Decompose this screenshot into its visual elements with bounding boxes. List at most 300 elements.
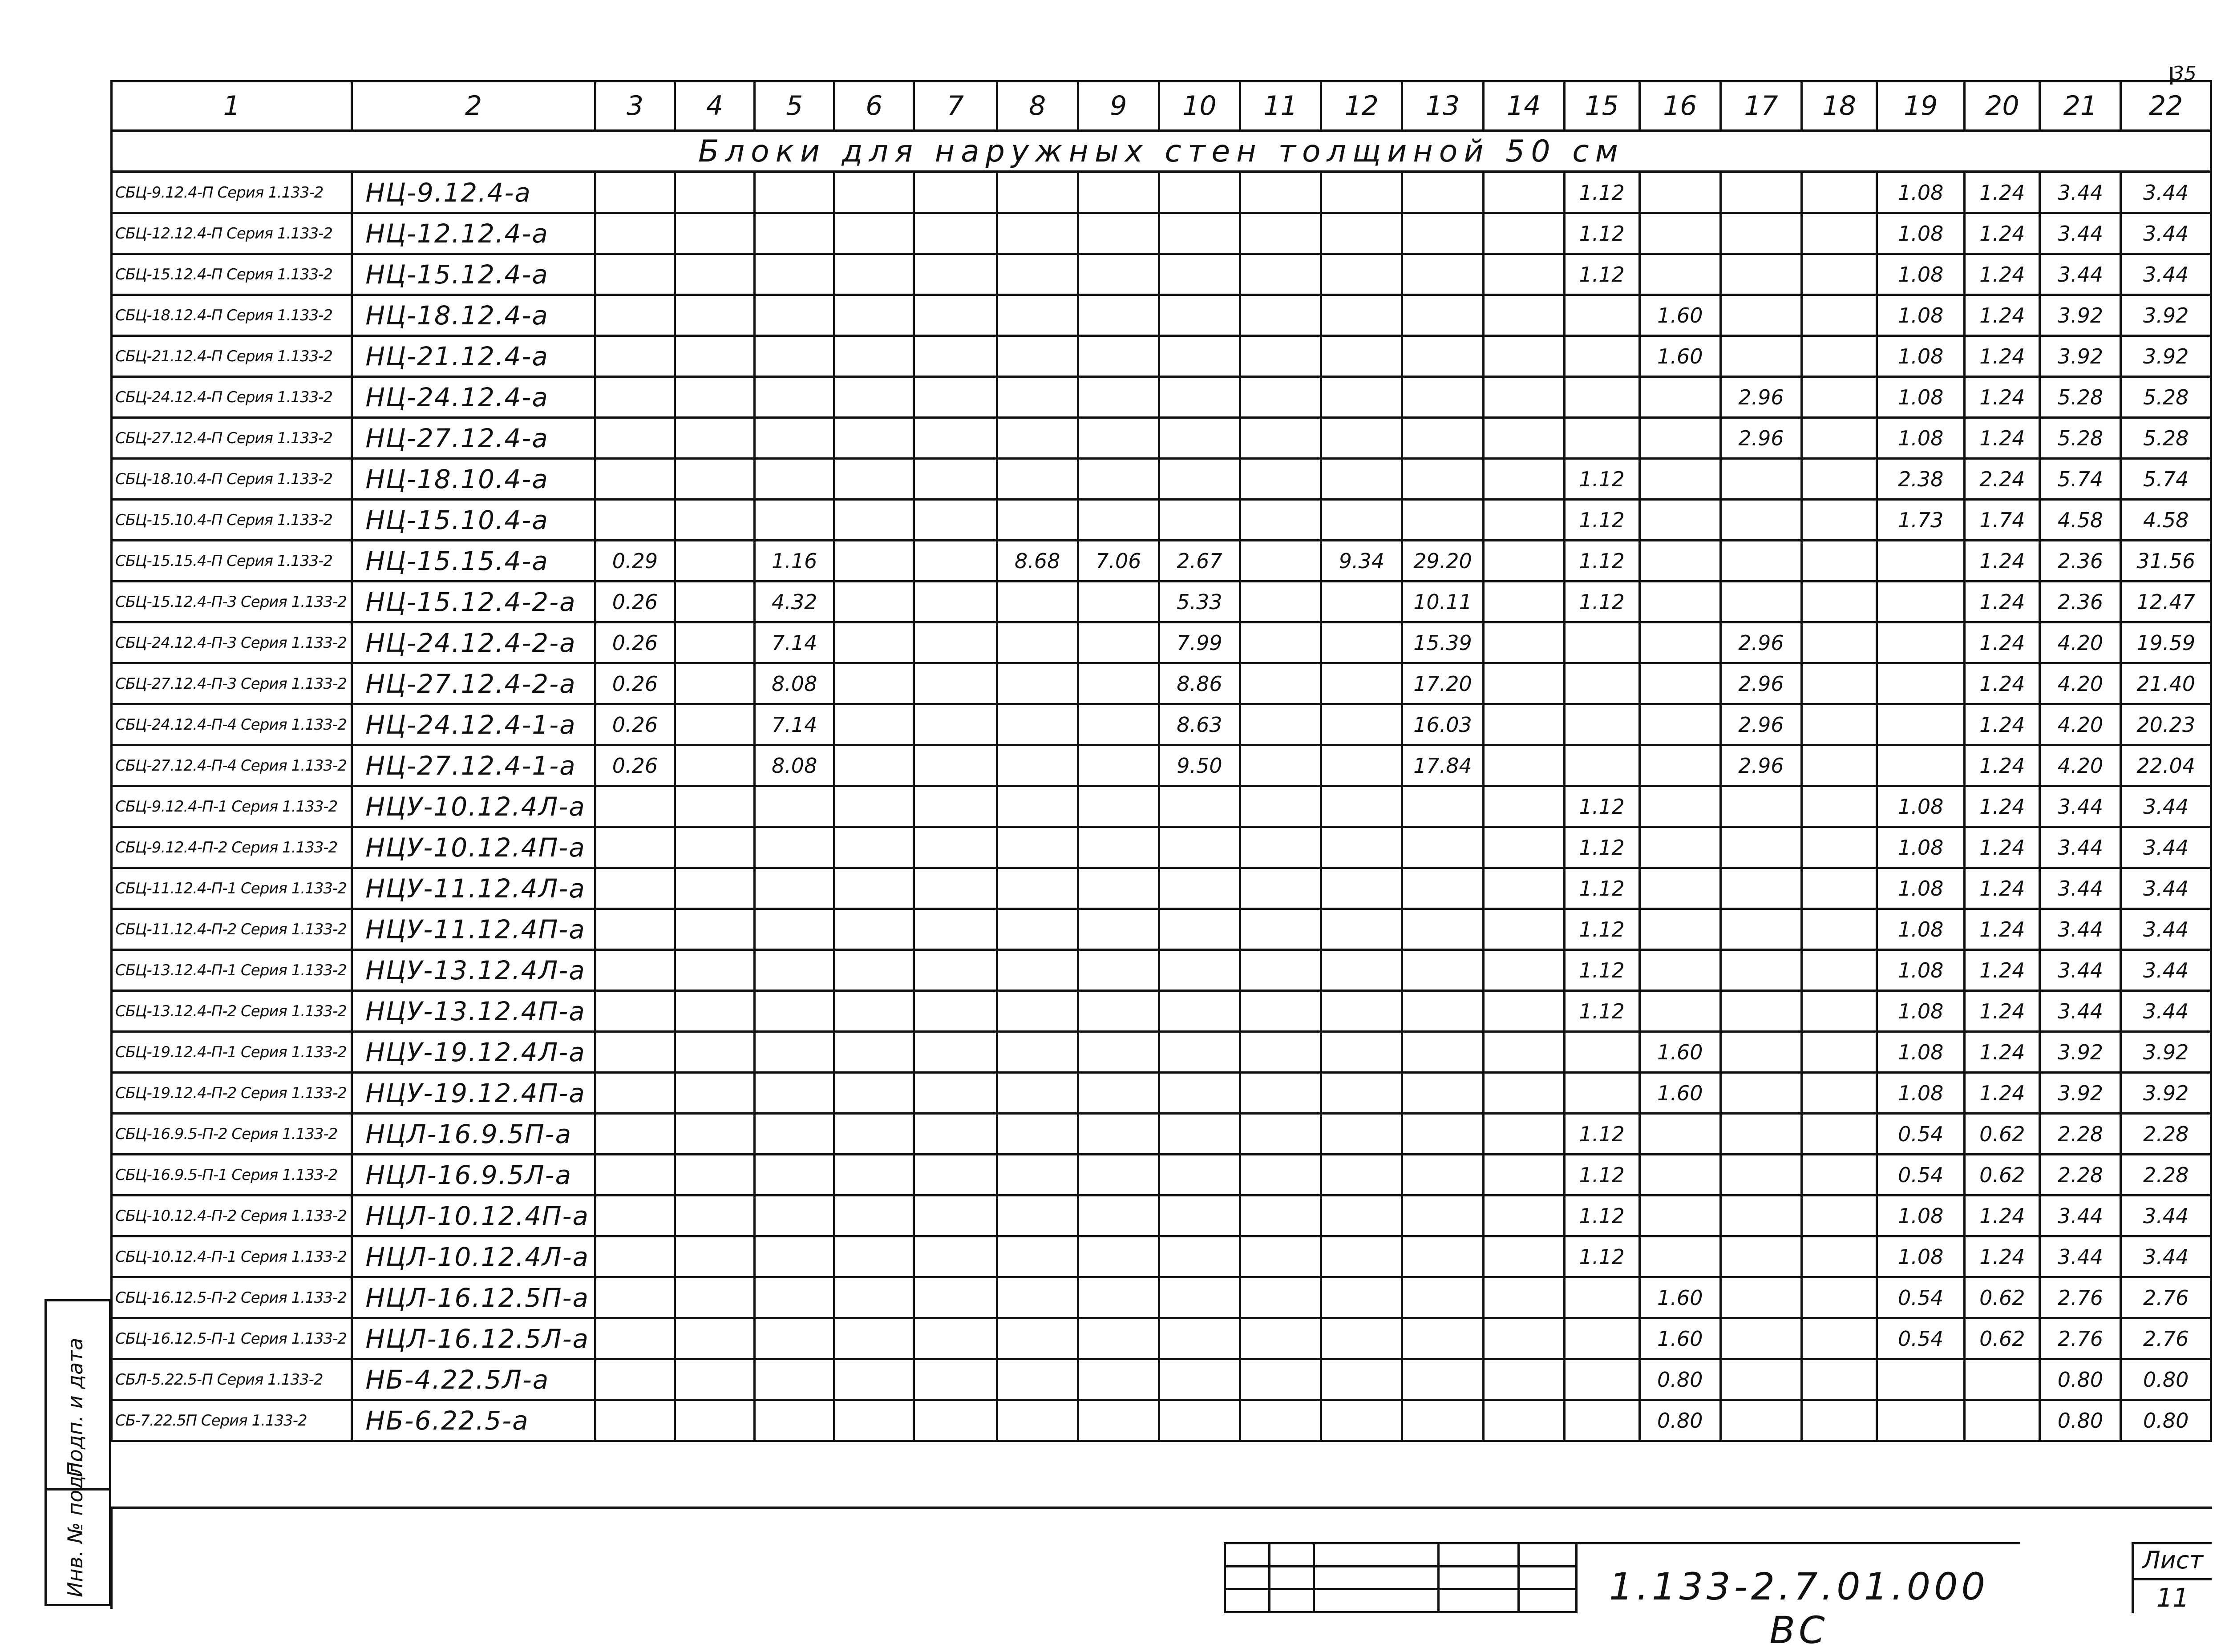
value-cell: 5.28 [2040, 418, 2121, 459]
value-cell [997, 786, 1078, 827]
row-code-cell: НЦ-12.12.4-а [352, 213, 595, 254]
column-header: 12 [1321, 81, 1402, 131]
value-cell: 3.44 [2121, 909, 2211, 950]
row-mark-cell: СБЦ-16.9.5-П-1 Серия 1.133-2 [112, 1155, 352, 1196]
value-cell [1159, 1236, 1240, 1277]
value-cell [675, 622, 755, 663]
value-cell: 3.44 [2040, 868, 2121, 909]
row-code-cell: НЦУ-13.12.4П-а [352, 991, 595, 1032]
value-cell [1802, 582, 1877, 622]
value-cell: 1.24 [1965, 541, 2040, 582]
value-cell [1720, 1032, 1801, 1073]
value-cell: 1.12 [1564, 254, 1639, 295]
value-cell [1802, 213, 1877, 254]
value-cell [1321, 827, 1402, 868]
value-cell [675, 704, 755, 745]
value-cell [1483, 1073, 1564, 1114]
row-code-cell: НЦУ-19.12.4П-а [352, 1073, 595, 1114]
value-cell [1078, 336, 1159, 377]
side-strip [44, 1299, 111, 1606]
column-header: 11 [1240, 81, 1321, 131]
value-cell [755, 1114, 834, 1155]
value-cell [1483, 254, 1564, 295]
value-cell: 1.12 [1564, 786, 1639, 827]
row-mark-cell: СБЦ-11.12.4-П-2 Серия 1.133-2 [112, 909, 352, 950]
value-cell: 1.24 [1965, 991, 2040, 1032]
value-cell [1240, 1318, 1321, 1359]
value-cell [1802, 786, 1877, 827]
value-cell [1564, 622, 1639, 663]
value-cell: 0.26 [595, 704, 675, 745]
row-mark-cell: СБЦ-15.15.4-П Серия 1.133-2 [112, 541, 352, 582]
value-cell [675, 336, 755, 377]
value-cell: 3.44 [2121, 827, 2211, 868]
value-cell: 1.08 [1877, 1196, 1965, 1236]
value-cell [997, 704, 1078, 745]
value-cell [997, 868, 1078, 909]
value-cell [1321, 663, 1402, 704]
value-cell [1483, 786, 1564, 827]
column-header: 3 [595, 81, 675, 131]
value-cell: 3.92 [2040, 1032, 2121, 1073]
value-cell [1078, 254, 1159, 295]
row-code-cell: НЦ-18.12.4-а [352, 295, 595, 336]
value-cell [1639, 745, 1720, 786]
value-cell: 0.26 [595, 622, 675, 663]
value-cell [1639, 459, 1720, 500]
value-cell [1240, 704, 1321, 745]
value-cell [1564, 704, 1639, 745]
value-cell [1483, 1359, 1564, 1400]
value-cell [1240, 172, 1321, 213]
sign-date-label: Подп. и дата [63, 1337, 87, 1477]
column-header: 19 [1877, 81, 1965, 131]
value-cell [997, 1032, 1078, 1073]
value-cell [914, 377, 997, 418]
value-cell [1321, 950, 1402, 991]
row-mark-cell: СБЦ-15.10.4-П Серия 1.133-2 [112, 500, 352, 541]
table-row [112, 459, 2211, 500]
value-cell [1483, 950, 1564, 991]
value-cell: 1.24 [1965, 704, 2040, 745]
table-row [112, 1196, 2211, 1236]
value-cell [997, 1277, 1078, 1318]
row-mark-cell: СБЦ-18.12.4-П Серия 1.133-2 [112, 295, 352, 336]
value-cell [914, 1359, 997, 1400]
value-cell [1802, 1236, 1877, 1277]
value-cell [755, 1196, 834, 1236]
value-cell [1639, 950, 1720, 991]
value-cell [595, 418, 675, 459]
value-cell [675, 950, 755, 991]
value-cell: 0.29 [595, 541, 675, 582]
value-cell [675, 1032, 755, 1073]
value-cell [755, 459, 834, 500]
value-cell: 7.14 [755, 622, 834, 663]
value-cell [1159, 909, 1240, 950]
row-code-cell: НЦУ-11.12.4П-а [352, 909, 595, 950]
value-cell: 0.80 [1639, 1359, 1720, 1400]
row-code-cell: НЦУ-10.12.4Л-а [352, 786, 595, 827]
value-cell [914, 1032, 997, 1073]
value-cell [1564, 663, 1639, 704]
value-cell [1802, 663, 1877, 704]
value-cell [1483, 1032, 1564, 1073]
value-cell: 0.80 [2121, 1359, 2211, 1400]
value-cell [1483, 1114, 1564, 1155]
value-cell [834, 704, 914, 745]
table-row [112, 213, 2211, 254]
value-cell [1321, 582, 1402, 622]
table-row [112, 254, 2211, 295]
value-cell [1720, 541, 1801, 582]
value-cell: 2.76 [2121, 1318, 2211, 1359]
value-cell: 5.33 [1159, 582, 1240, 622]
value-cell [1240, 950, 1321, 991]
value-cell [675, 827, 755, 868]
value-cell: 10.11 [1402, 582, 1483, 622]
value-cell [1078, 1196, 1159, 1236]
value-cell [1483, 377, 1564, 418]
value-cell [1720, 459, 1801, 500]
value-cell [1720, 1236, 1801, 1277]
value-cell: 0.62 [1965, 1155, 2040, 1196]
value-cell [1240, 786, 1321, 827]
value-cell [1720, 1155, 1801, 1196]
row-code-cell: НЦЛ-16.9.5П-а [352, 1114, 595, 1155]
value-cell [1483, 745, 1564, 786]
value-cell: 0.54 [1877, 1277, 1965, 1318]
value-cell: 2.38 [1877, 459, 1965, 500]
row-code-cell: НЦ-27.12.4-1-а [352, 745, 595, 786]
row-mark-cell: СБЦ-24.12.4-П Серия 1.133-2 [112, 377, 352, 418]
value-cell [997, 459, 1078, 500]
column-header: 17 [1720, 81, 1801, 131]
value-cell: 2.28 [2040, 1155, 2121, 1196]
value-cell [1240, 582, 1321, 622]
value-cell [1402, 377, 1483, 418]
value-cell [1159, 786, 1240, 827]
value-cell [1564, 1032, 1639, 1073]
value-cell [1802, 172, 1877, 213]
value-cell [997, 1400, 1078, 1441]
value-cell [1802, 500, 1877, 541]
value-cell [1402, 172, 1483, 213]
value-cell: 0.62 [1965, 1318, 2040, 1359]
value-cell: 1.24 [1965, 786, 2040, 827]
value-cell [1078, 909, 1159, 950]
value-cell: 3.44 [2121, 786, 2211, 827]
table-row [112, 786, 2211, 827]
value-cell: 3.92 [2121, 295, 2211, 336]
value-cell [595, 1318, 675, 1359]
row-code-cell: НЦ-24.12.4-2-а [352, 622, 595, 663]
value-cell: 0.80 [2121, 1400, 2211, 1441]
value-cell: 4.32 [755, 582, 834, 622]
value-cell [1078, 868, 1159, 909]
value-cell: 3.44 [2040, 991, 2121, 1032]
value-cell: 1.08 [1877, 254, 1965, 295]
value-cell [675, 213, 755, 254]
value-cell [1639, 541, 1720, 582]
value-cell [675, 1400, 755, 1441]
value-cell [1321, 909, 1402, 950]
value-cell [1321, 418, 1402, 459]
value-cell [1321, 459, 1402, 500]
value-cell [834, 950, 914, 991]
value-cell [1720, 909, 1801, 950]
value-cell: 1.24 [1965, 213, 2040, 254]
value-cell [1078, 827, 1159, 868]
row-code-cell: НЦЛ-16.12.5Л-а [352, 1318, 595, 1359]
value-cell [834, 1236, 914, 1277]
value-cell [1159, 1359, 1240, 1400]
table-row [112, 172, 2211, 213]
row-mark-cell: СБЦ-9.12.4-П-2 Серия 1.133-2 [112, 827, 352, 868]
value-cell [1321, 786, 1402, 827]
value-cell [595, 336, 675, 377]
value-cell [1483, 663, 1564, 704]
value-cell [1240, 1032, 1321, 1073]
value-cell [997, 827, 1078, 868]
value-cell [997, 418, 1078, 459]
value-cell [1159, 418, 1240, 459]
value-cell [1240, 213, 1321, 254]
value-cell: 0.62 [1965, 1277, 2040, 1318]
value-cell [1720, 786, 1801, 827]
value-cell [1078, 704, 1159, 745]
value-cell: 1.24 [1965, 622, 2040, 663]
value-cell [1321, 254, 1402, 295]
value-cell: 21.40 [2121, 663, 2211, 704]
value-cell [1720, 582, 1801, 622]
value-cell: 1.12 [1564, 950, 1639, 991]
value-cell: 1.12 [1564, 827, 1639, 868]
value-cell [914, 172, 997, 213]
value-cell [1240, 1196, 1321, 1236]
table-row [112, 622, 2211, 663]
value-cell: 8.08 [755, 663, 834, 704]
value-cell: 8.08 [755, 745, 834, 786]
value-cell: 17.20 [1402, 663, 1483, 704]
value-cell: 2.96 [1720, 745, 1801, 786]
value-cell [914, 909, 997, 950]
value-cell: 1.60 [1639, 295, 1720, 336]
value-cell: 1.08 [1877, 418, 1965, 459]
column-header: 5 [755, 81, 834, 131]
value-cell [834, 1196, 914, 1236]
value-cell [834, 786, 914, 827]
value-cell [1639, 868, 1720, 909]
row-mark-cell: СБЦ-19.12.4-П-1 Серия 1.133-2 [112, 1032, 352, 1073]
value-cell [1720, 1073, 1801, 1114]
value-cell [1321, 336, 1402, 377]
value-cell: 1.60 [1639, 336, 1720, 377]
row-mark-cell: СБЦ-16.12.5-П-2 Серия 1.133-2 [112, 1277, 352, 1318]
value-cell [997, 1155, 1078, 1196]
value-cell [1240, 541, 1321, 582]
value-cell [1402, 213, 1483, 254]
value-cell [1639, 1196, 1720, 1236]
value-cell [834, 909, 914, 950]
value-cell [1802, 1032, 1877, 1073]
value-cell [1159, 1032, 1240, 1073]
value-cell [595, 1359, 675, 1400]
value-cell [1240, 991, 1321, 1032]
document-designation-box [1575, 1542, 2020, 1652]
value-cell [997, 582, 1078, 622]
value-cell [1802, 1359, 1877, 1400]
value-cell: 1.60 [1639, 1032, 1720, 1073]
value-cell [1321, 1073, 1402, 1114]
value-cell [1321, 1318, 1402, 1359]
value-cell: 17.84 [1402, 745, 1483, 786]
value-cell [914, 1277, 997, 1318]
value-cell [1802, 541, 1877, 582]
value-cell [1402, 459, 1483, 500]
value-cell [755, 254, 834, 295]
value-cell [1639, 1236, 1720, 1277]
column-header: 21 [2040, 81, 2121, 131]
row-code-cell: НЦЛ-10.12.4Л-а [352, 1236, 595, 1277]
value-cell [834, 582, 914, 622]
value-cell [1402, 1196, 1483, 1236]
value-cell [595, 991, 675, 1032]
value-cell [1078, 582, 1159, 622]
value-cell [1483, 827, 1564, 868]
value-cell [1159, 1196, 1240, 1236]
value-cell [755, 1155, 834, 1196]
value-cell [675, 786, 755, 827]
value-cell: 1.24 [1965, 1236, 2040, 1277]
column-header: 6 [834, 81, 914, 131]
value-cell [595, 827, 675, 868]
value-cell: 2.96 [1720, 622, 1801, 663]
value-cell [1483, 418, 1564, 459]
value-cell: 5.28 [2040, 377, 2121, 418]
row-code-cell: НЦУ-10.12.4П-а [352, 827, 595, 868]
value-cell [1078, 1400, 1159, 1441]
value-cell: 1.08 [1877, 827, 1965, 868]
value-cell [595, 459, 675, 500]
value-cell [834, 1073, 914, 1114]
value-cell [1321, 622, 1402, 663]
value-cell [1877, 704, 1965, 745]
value-cell: 1.24 [1965, 1032, 2040, 1073]
value-cell [595, 1236, 675, 1277]
table-row [112, 1359, 2211, 1400]
value-cell [1078, 1114, 1159, 1155]
value-cell: 4.20 [2040, 622, 2121, 663]
value-cell [1159, 500, 1240, 541]
value-cell [1078, 459, 1159, 500]
value-cell: 1.08 [1877, 909, 1965, 950]
value-cell: 1.24 [1965, 295, 2040, 336]
value-cell [834, 1277, 914, 1318]
value-cell: 1.12 [1564, 868, 1639, 909]
value-cell [1965, 1359, 2040, 1400]
value-cell [1639, 786, 1720, 827]
value-cell [1159, 1114, 1240, 1155]
value-cell: 1.24 [1965, 745, 2040, 786]
value-cell [834, 1400, 914, 1441]
row-mark-cell: СБЦ-27.12.4-П Серия 1.133-2 [112, 418, 352, 459]
value-cell: 2.28 [2121, 1114, 2211, 1155]
row-mark-cell: СБЦ-16.9.5-П-2 Серия 1.133-2 [112, 1114, 352, 1155]
value-cell [914, 827, 997, 868]
value-cell: 1.24 [1965, 582, 2040, 622]
value-cell [675, 1155, 755, 1196]
table-row [112, 500, 2211, 541]
table-body [112, 172, 2211, 1441]
value-cell [1078, 213, 1159, 254]
value-cell: 1.12 [1564, 1196, 1639, 1236]
value-cell [1802, 1114, 1877, 1155]
value-cell: 7.14 [755, 704, 834, 745]
value-cell [755, 950, 834, 991]
value-cell [997, 950, 1078, 991]
value-cell [595, 1073, 675, 1114]
corner-sheet-number: 35 [2172, 62, 2197, 85]
value-cell: 5.28 [2121, 418, 2211, 459]
value-cell [1877, 541, 1965, 582]
value-cell [595, 1277, 675, 1318]
column-header: 4 [675, 81, 755, 131]
table-row [112, 377, 2211, 418]
table-row [112, 418, 2211, 459]
value-cell: 4.20 [2040, 745, 2121, 786]
title-block [1224, 1542, 2212, 1652]
value-cell [1877, 1359, 1965, 1400]
table-row [112, 704, 2211, 745]
value-cell [1564, 336, 1639, 377]
value-cell [1402, 1073, 1483, 1114]
value-cell: 3.44 [2121, 1236, 2211, 1277]
value-cell [1720, 1359, 1801, 1400]
value-cell [755, 295, 834, 336]
section-title: Блоки для наружных стен толщиной 50 см [112, 131, 2211, 172]
value-cell [834, 172, 914, 213]
value-cell [675, 172, 755, 213]
column-header: 14 [1483, 81, 1564, 131]
value-cell: 1.12 [1564, 991, 1639, 1032]
table-row [112, 1400, 2211, 1441]
value-cell [1402, 786, 1483, 827]
value-cell [1483, 172, 1564, 213]
table-row [112, 909, 2211, 950]
value-cell [595, 1400, 675, 1441]
value-cell [675, 745, 755, 786]
value-cell [1240, 500, 1321, 541]
value-cell [1802, 1155, 1877, 1196]
value-cell [755, 172, 834, 213]
value-cell [914, 991, 997, 1032]
row-mark-cell: СБЦ-27.12.4-П-4 Серия 1.133-2 [112, 745, 352, 786]
row-code-cell: НЦ-21.12.4-а [352, 336, 595, 377]
value-cell [675, 541, 755, 582]
value-cell [1078, 1236, 1159, 1277]
value-cell: 0.54 [1877, 1114, 1965, 1155]
frame-bottom-rule [110, 1507, 2212, 1509]
value-cell [1720, 1277, 1801, 1318]
value-cell: 2.96 [1720, 704, 1801, 745]
value-cell [1720, 827, 1801, 868]
value-cell [675, 254, 755, 295]
value-cell [1402, 1114, 1483, 1155]
row-code-cell: НЦ-15.12.4-а [352, 254, 595, 295]
value-cell [1483, 213, 1564, 254]
value-cell: 2.36 [2040, 541, 2121, 582]
